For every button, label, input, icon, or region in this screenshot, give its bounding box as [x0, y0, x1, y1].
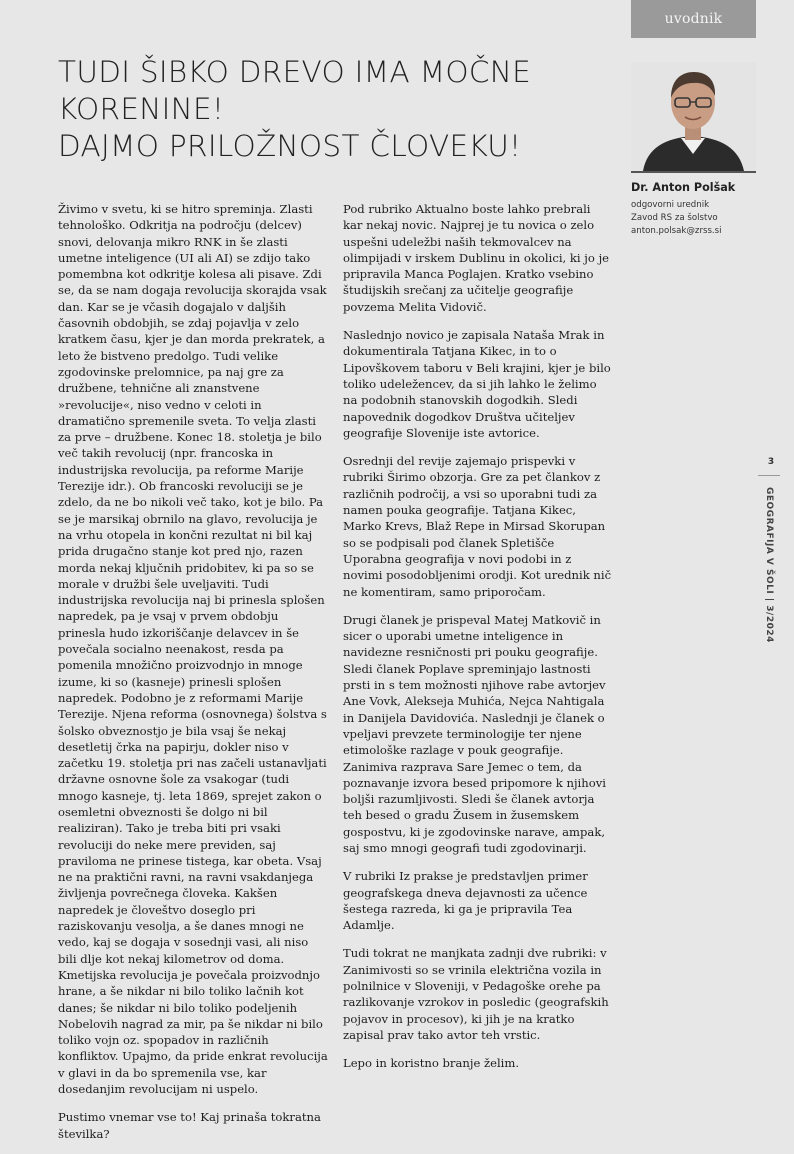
- running-head: GEOGRAFIJA V ŠOLI | 3/2024: [764, 487, 774, 643]
- paragraph: Drugi članek je prispeval Matej Matkovič in sicer o uporabi umetne inteligence in navidezne resničnosti pri pouku geografije. Sledi članek Poplave spreminjajo lastnosti prsti in s tem možnosti njihove rabe avtorjev Ane Vovk, Alekseja Muhića, Nejca Nahtigala in Danijela Davidovića. Naslednji je članek o vpeljavi prevzete terminologije ter njene etimološke razlage v pouk geografije. Zanimiva razprava Sare Jemec o tem, da poznavanje izvora besed pripomore k njihovi boljši razumljivosti. Sledi še članek avtorja teh besed o gradu Žusem in žusemskem gospostvu, ki je zgodovinske narave, ampak, saj smo mnogi geografi tudi zgodovinarji.: [343, 612, 606, 855]
- left-column: [58, 201, 328, 1154]
- paragraph: Živimo v svetu, ki se hitro spreminja. Zlasti tehnološko. Odkritja na področju (delcev) snovi, delovanja mikro RNK in še zlasti umetne inteligence (UI ali AI) se zdijo tako pomembna kot odkritje kolesa ali pisave. Zdi se, da se nam dogaja revolucija skorajda vsak dan. Kar se je včasih dogajalo v daljših časovnih obdobjih, se zdaj pojavlja v zelo kratkem času, kjer je dan morda prekratek, a leto že bistveno predolgo. Tudi velike zgodovinske prelomnice, pa naj gre za družbene, tehnične ali znanstvene »revolucije«, niso vedno v celoti in dramatično spremenile sveta. To velja zlasti za prve – družbene. Konec 18. stoletja je bilo več takih revolucij (npr. francoska in industrijska revolucija, pa reforme Marije Terezije idr.). Ob francoski revoluciji se je zdelo, da ne bo nikoli več tako, kot je bilo. Pa se je marsikaj obrnilo na glavo, revolucija je na vrhu otopela in končni rezultat ni bil kaj prida drugačno stanje kot pred njo, razen morda nekaj ključnih pridobitev, ki pa so se morale v družbi šele uveljaviti. Tudi industrijska revolucija naj bi prinesla splošen napredek, pa je vsaj v prvem obdobju prinesla hudo izkoriščanje delavcev in še povečala socialno neenakost, resda pa pomenila množično proizvodnjo in mnoge izume, ki so (kasneje) prinesli splošen napredek. Podobno je z reformami Marije Terezije. Njena reforma (osnovnega) šolstva s šolsko obveznostjo je bila vsaj še nekaj desetletij črka na papirju, dokler niso v začetku 19. stoletja pri nas začeli ustanavljati državne osnovne šole za vsakogar (tudi mnogo kasneje, tj. leta 1869, sprejet zakon o osemletni obveznosti še dolgo ni bil realiziran). Tako je treba biti pri vsaki revoluciji do neke mere previden, saj praviloma ne prinese tistega, kar obeta. Vsaj ne na praktični ravni, na ravni vsakdanjega življenja povrečnega človeka. Kakšen napredek je človeštvo doseglo pri raziskovanju vesolja, a še danes mnogi ne vedo, kaj se dogaja v sosednji vasi, ali niso bili dlje kot nekaj kilometrov od doma. Kmetijska revolucija je povečala proizvodnjo hrane, a še nikdar ni bilo toliko lačnih kot danes; še nikdar ni bilo toliko podeljenih Nobelovih nagrad za mir, pa še nikdar ni bilo toliko vojn oz. spopadov in različnih konfliktov. Upajmo, da pride enkrat revolucija v glavi in da bo spremenila vse, kar dosedanjim revolucijam ni uspelo.: [58, 202, 328, 1097]
- headline-line-1: TUDI ŠIBKO DREVO IMA MOČNE: [58, 55, 532, 89]
- author-box: [631, 181, 761, 238]
- paragraph: Pustimo vnemar vse to! Kaj prinaša tokratna številka?: [58, 1110, 321, 1141]
- section-label: uvodnik: [631, 0, 756, 38]
- paragraph: Lepo in koristno branje želim.: [343, 1056, 520, 1071]
- paragraph: Pod rubriko Aktualno boste lahko prebrali kar nekaj novic. Najprej je tu novica o zelo uspešni udeležbi naših tekmovalcev na olimpijadi v irskem Dublinu in okolici, ki jo je pripravila Manca Poglajen. Kratko vsebino študijskih srečanj za učitelje geografije povzema Melita Vidovič.: [343, 202, 610, 314]
- author-portrait-icon: [631, 62, 756, 171]
- headline-line-2: KORENINE!: [58, 92, 225, 126]
- author-email[interactable]: anton.polsak@zrss.si: [631, 226, 722, 236]
- author-institution: Zavod RS za šolstvo: [631, 213, 718, 223]
- headline: [58, 54, 598, 165]
- page-number: 3: [767, 457, 775, 467]
- author-photo: [631, 62, 756, 173]
- paragraph: V rubriki Iz prakse je predstavljen primer geografskega dneva dejavnosti za učence šestega razreda, ki ga je pripravila Tea Adamlje.: [343, 869, 588, 933]
- author-role: odgovorni urednik: [631, 200, 710, 210]
- headline-line-3: DAJMO PRILOŽNOST ČLOVEKU!: [58, 129, 522, 163]
- right-column: [343, 201, 613, 1084]
- margin-divider: [758, 475, 780, 476]
- paragraph: Naslednjo novico je zapisala Nataša Mrak in dokumentirala Tatjana Kikec, in to o Lipovškovem taboru v Beli krajini, kjer je bilo toliko udeležencev, da si jih lahko le želimo na podobnih stanovskih dogodkih. Sledi napovednik dogodkov Društva učiteljev geografije Slovenije iste avtorice.: [343, 328, 611, 440]
- paragraph: Tudi tokrat ne manjkata zadnji dve rubriki: v Zanimivosti so se vrinila električna vozila in polnilnice v Sloveniji, v Pedagoške orehe pa razlikovanje vzrokov in posledic (geografskih pojavov in procesov), ki jih je na kratko zapisal prav tako avtor teh vrstic.: [343, 946, 609, 1042]
- author-name: Dr. Anton Polšak: [631, 181, 736, 194]
- paragraph: Osrednji del revije zajemajo prispevki v rubriki Širimo obzorja. Gre za pet člankov z različnih področij, a vsi so uporabni tudi za namen pouka geografije. Tatjana Kikec, Marko Krevs, Blaž Repe in Mirsad Skorupan so se podpisali pod članek Spletišče Uporabna geografija v novi podobi in z novimi posodobljenimi orodji. Kot urednik nič ne komentiram, samo priporočam.: [343, 454, 612, 599]
